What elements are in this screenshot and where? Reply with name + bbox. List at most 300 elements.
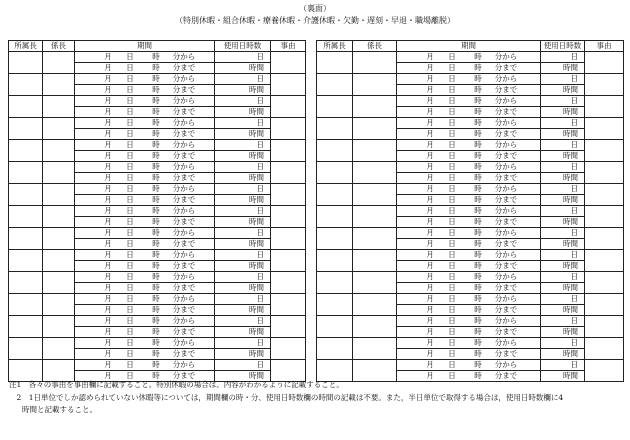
hours-cell[interactable]: 時間 — [215, 371, 271, 382]
hours-cell[interactable]: 時間 — [215, 305, 271, 316]
period-to-cell[interactable] — [75, 283, 215, 294]
entry-row-from — [9, 316, 306, 327]
period-from-cell[interactable] — [75, 206, 215, 217]
chief-seal-cell[interactable] — [353, 272, 397, 294]
reason-cell[interactable] — [271, 228, 306, 250]
minute-label: 分から — [172, 52, 196, 61]
manager-seal-cell[interactable] — [9, 272, 43, 294]
chief-seal-cell[interactable] — [43, 250, 75, 272]
col-header-chief: 係長 — [43, 41, 75, 52]
period-fields — [75, 195, 214, 205]
day-label: 日 — [448, 272, 456, 281]
days-cell[interactable]: 日 — [541, 228, 585, 239]
hour-label: 時 — [152, 228, 160, 237]
period-from-cell[interactable] — [75, 162, 215, 173]
period-from-cell[interactable] — [75, 338, 215, 349]
minute-label: 分まで — [494, 85, 518, 94]
reason-cell[interactable] — [585, 140, 624, 162]
manager-seal-cell[interactable] — [317, 338, 353, 360]
manager-seal-cell[interactable] — [317, 272, 353, 294]
manager-seal-cell[interactable] — [9, 206, 43, 228]
period-to-cell[interactable] — [75, 327, 215, 338]
chief-seal-cell[interactable] — [353, 228, 397, 250]
chief-seal-cell[interactable] — [353, 206, 397, 228]
days-cell[interactable]: 日 — [215, 96, 271, 107]
period-from-cell[interactable] — [75, 316, 215, 327]
day-label: 日 — [126, 294, 134, 303]
hours-cell[interactable]: 時間 — [541, 63, 585, 74]
period-from-cell[interactable] — [75, 250, 215, 261]
period-from-cell[interactable] — [397, 228, 541, 239]
manager-seal-cell[interactable] — [9, 52, 43, 74]
month-label: 月 — [104, 63, 112, 72]
chief-seal-cell[interactable] — [353, 338, 397, 360]
reason-cell[interactable] — [585, 52, 624, 74]
days-cell[interactable]: 日 — [541, 272, 585, 283]
period-to-cell[interactable] — [397, 349, 541, 360]
manager-seal-cell[interactable] — [317, 250, 353, 272]
reason-cell[interactable] — [271, 140, 306, 162]
period-from-cell[interactable] — [397, 294, 541, 305]
day-label: 日 — [448, 52, 456, 61]
period-fields — [397, 338, 540, 348]
days-cell[interactable]: 日 — [215, 360, 271, 371]
minute-label: 分まで — [172, 195, 196, 204]
days-cell[interactable]: 日 — [541, 206, 585, 217]
day-label: 日 — [448, 140, 456, 149]
hour-label: 時 — [152, 85, 160, 94]
period-to-cell[interactable] — [397, 195, 541, 206]
period-from-cell[interactable] — [397, 96, 541, 107]
days-cell[interactable]: 日 — [215, 272, 271, 283]
minute-label: 分まで — [172, 173, 196, 182]
hours-cell[interactable]: 時間 — [541, 283, 585, 294]
chief-seal-cell[interactable] — [43, 316, 75, 338]
days-cell[interactable]: 日 — [215, 52, 271, 63]
hours-cell[interactable]: 時間 — [215, 261, 271, 272]
hours-cell[interactable]: 時間 — [215, 217, 271, 228]
manager-seal-cell[interactable] — [9, 118, 43, 140]
col-header-days: 使用日時数 — [215, 41, 271, 52]
days-cell[interactable]: 日 — [215, 74, 271, 85]
chief-seal-cell[interactable] — [353, 118, 397, 140]
reason-cell[interactable] — [271, 184, 306, 206]
period-from-cell[interactable] — [397, 360, 541, 371]
month-label: 月 — [426, 162, 434, 171]
hours-cell[interactable]: 時間 — [541, 85, 585, 96]
days-cell[interactable]: 日 — [215, 118, 271, 129]
chief-seal-cell[interactable] — [353, 140, 397, 162]
hours-cell[interactable]: 時間 — [215, 283, 271, 294]
month-label: 月 — [104, 206, 112, 215]
entry-row-from — [317, 162, 624, 173]
entry-row-from — [9, 118, 306, 129]
period-fields — [397, 96, 540, 106]
period-to-cell[interactable] — [75, 85, 215, 96]
period-to-cell[interactable] — [75, 129, 215, 140]
days-cell[interactable]: 日 — [215, 228, 271, 239]
hour-label: 時 — [152, 195, 160, 204]
entry-row-from — [9, 96, 306, 107]
month-label: 月 — [426, 118, 434, 127]
days-cell[interactable]: 日 — [541, 338, 585, 349]
day-label: 日 — [448, 151, 456, 160]
chief-seal-cell[interactable] — [353, 316, 397, 338]
month-label: 月 — [104, 184, 112, 193]
days-cell[interactable]: 日 — [215, 206, 271, 217]
month-label: 月 — [426, 74, 434, 83]
reason-cell[interactable] — [271, 338, 306, 360]
minute-label: 分まで — [494, 349, 518, 358]
hours-cell[interactable]: 時間 — [541, 173, 585, 184]
days-cell[interactable]: 日 — [215, 184, 271, 195]
hours-cell[interactable]: 時間 — [215, 63, 271, 74]
hours-cell[interactable]: 時間 — [215, 195, 271, 206]
period-fields — [397, 294, 540, 304]
minute-label: 分から — [172, 316, 196, 325]
manager-seal-cell[interactable] — [9, 294, 43, 316]
chief-seal-cell[interactable] — [353, 184, 397, 206]
days-cell[interactable]: 日 — [541, 316, 585, 327]
period-to-cell[interactable] — [397, 85, 541, 96]
chief-seal-cell[interactable] — [43, 162, 75, 184]
period-from-cell[interactable] — [75, 294, 215, 305]
leave-table-left — [8, 40, 306, 382]
hours-cell[interactable]: 時間 — [541, 195, 585, 206]
month-label: 月 — [104, 239, 112, 248]
period-from-cell[interactable] — [397, 162, 541, 173]
reason-cell[interactable] — [271, 96, 306, 118]
chief-seal-cell[interactable] — [43, 228, 75, 250]
manager-seal-cell[interactable] — [9, 250, 43, 272]
chief-seal-cell[interactable] — [43, 118, 75, 140]
entry-row-from — [317, 206, 624, 217]
hour-label: 時 — [474, 228, 482, 237]
day-label: 日 — [126, 195, 134, 204]
period-from-cell[interactable] — [397, 338, 541, 349]
period-from-cell[interactable] — [75, 184, 215, 195]
entry-row-from — [9, 360, 306, 371]
period-fields — [397, 74, 540, 84]
period-to-cell[interactable] — [75, 63, 215, 74]
period-to-cell[interactable] — [75, 305, 215, 316]
month-label: 月 — [104, 250, 112, 259]
days-cell[interactable]: 日 — [541, 140, 585, 151]
reason-cell[interactable] — [585, 118, 624, 140]
period-from-cell[interactable] — [397, 52, 541, 63]
hour-label: 時 — [474, 118, 482, 127]
hour-label: 時 — [152, 118, 160, 127]
period-from-cell[interactable] — [75, 118, 215, 129]
period-to-cell[interactable] — [75, 173, 215, 184]
period-from-cell[interactable] — [75, 52, 215, 63]
period-from-cell[interactable] — [75, 272, 215, 283]
day-label: 日 — [448, 85, 456, 94]
period-from-cell[interactable] — [397, 140, 541, 151]
hours-cell[interactable]: 時間 — [541, 371, 585, 382]
chief-seal-cell[interactable] — [43, 140, 75, 162]
reason-cell[interactable] — [271, 118, 306, 140]
reason-cell[interactable] — [271, 52, 306, 74]
entry-row-from — [9, 206, 306, 217]
period-fields — [75, 206, 214, 216]
days-cell[interactable]: 日 — [215, 250, 271, 261]
manager-seal-cell[interactable] — [9, 74, 43, 96]
hours-cell[interactable]: 時間 — [541, 261, 585, 272]
hour-label: 時 — [474, 239, 482, 248]
period-from-cell[interactable] — [397, 184, 541, 195]
hour-label: 時 — [474, 272, 482, 281]
reason-cell[interactable] — [271, 250, 306, 272]
reason-cell[interactable] — [271, 294, 306, 316]
chief-seal-cell[interactable] — [43, 184, 75, 206]
day-label: 日 — [448, 129, 456, 138]
reason-cell[interactable] — [585, 338, 624, 360]
period-to-cell[interactable] — [75, 261, 215, 272]
days-cell[interactable]: 日 — [215, 294, 271, 305]
reason-cell[interactable] — [271, 272, 306, 294]
hour-label: 時 — [474, 349, 482, 358]
manager-seal-cell[interactable] — [317, 118, 353, 140]
reason-cell[interactable] — [585, 250, 624, 272]
hours-cell[interactable]: 時間 — [541, 107, 585, 118]
manager-seal-cell[interactable] — [9, 228, 43, 250]
manager-seal-cell[interactable] — [9, 184, 43, 206]
days-cell[interactable]: 日 — [541, 162, 585, 173]
period-to-cell[interactable] — [75, 239, 215, 250]
hours-cell[interactable]: 時間 — [541, 305, 585, 316]
period-to-cell[interactable] — [397, 305, 541, 316]
chief-seal-cell[interactable] — [43, 272, 75, 294]
hours-cell[interactable]: 時間 — [541, 327, 585, 338]
period-fields — [397, 184, 540, 194]
reason-cell[interactable] — [585, 294, 624, 316]
hour-label: 時 — [474, 261, 482, 270]
period-from-cell[interactable] — [75, 360, 215, 371]
manager-seal-cell[interactable] — [9, 140, 43, 162]
entry-row-from — [317, 250, 624, 261]
days-cell[interactable]: 日 — [215, 140, 271, 151]
chief-seal-cell[interactable] — [353, 250, 397, 272]
manager-seal-cell[interactable] — [9, 338, 43, 360]
minute-label: 分から — [494, 140, 518, 149]
period-to-cell[interactable] — [397, 173, 541, 184]
days-cell[interactable]: 日 — [541, 118, 585, 129]
days-cell[interactable]: 日 — [541, 96, 585, 107]
manager-seal-cell[interactable] — [9, 96, 43, 118]
days-cell[interactable]: 日 — [541, 74, 585, 85]
chief-seal-cell[interactable] — [43, 96, 75, 118]
reason-cell[interactable] — [271, 206, 306, 228]
hours-cell[interactable]: 時間 — [215, 349, 271, 360]
reason-cell[interactable] — [271, 162, 306, 184]
minute-label: 分から — [494, 250, 518, 259]
period-to-cell[interactable] — [397, 151, 541, 162]
period-from-cell[interactable] — [397, 250, 541, 261]
days-cell[interactable]: 日 — [541, 52, 585, 63]
days-cell[interactable]: 日 — [541, 294, 585, 305]
days-cell[interactable]: 日 — [541, 184, 585, 195]
hour-label: 時 — [474, 173, 482, 182]
period-to-cell[interactable] — [75, 107, 215, 118]
minute-label: 分まで — [494, 129, 518, 138]
hours-cell[interactable]: 時間 — [541, 217, 585, 228]
period-to-cell[interactable] — [397, 107, 541, 118]
period-fields — [75, 327, 214, 337]
hour-label: 時 — [474, 195, 482, 204]
minute-label: 分まで — [494, 173, 518, 182]
month-label: 月 — [426, 63, 434, 72]
reason-cell[interactable] — [585, 272, 624, 294]
chief-seal-cell[interactable] — [353, 96, 397, 118]
hours-cell[interactable]: 時間 — [541, 349, 585, 360]
day-label: 日 — [126, 283, 134, 292]
manager-seal-cell[interactable] — [9, 162, 43, 184]
day-label: 日 — [448, 250, 456, 259]
chief-seal-cell[interactable] — [353, 74, 397, 96]
period-from-cell[interactable] — [397, 74, 541, 85]
entry-row-from — [317, 118, 624, 129]
manager-seal-cell[interactable] — [317, 228, 353, 250]
days-cell[interactable]: 日 — [541, 360, 585, 371]
manager-seal-cell[interactable] — [317, 162, 353, 184]
period-to-cell[interactable] — [397, 239, 541, 250]
entry-row-from — [317, 228, 624, 239]
period-from-cell[interactable] — [397, 206, 541, 217]
period-from-cell[interactable] — [397, 118, 541, 129]
reason-cell[interactable] — [585, 184, 624, 206]
month-label: 月 — [426, 206, 434, 215]
month-label: 月 — [104, 338, 112, 347]
chief-seal-cell[interactable] — [353, 360, 397, 382]
period-to-cell[interactable] — [75, 195, 215, 206]
hour-label: 時 — [474, 206, 482, 215]
hours-cell[interactable]: 時間 — [541, 151, 585, 162]
reason-cell[interactable] — [585, 228, 624, 250]
hours-cell[interactable]: 時間 — [541, 129, 585, 140]
period-from-cell[interactable] — [397, 272, 541, 283]
hour-label: 時 — [152, 305, 160, 314]
reason-cell[interactable] — [271, 74, 306, 96]
minute-label: 分まで — [172, 151, 196, 160]
period-fields — [397, 85, 540, 95]
period-from-cell[interactable] — [75, 228, 215, 239]
chief-seal-cell[interactable] — [43, 294, 75, 316]
entry-row-from — [9, 272, 306, 283]
hours-cell[interactable]: 時間 — [215, 107, 271, 118]
hour-label: 時 — [474, 85, 482, 94]
day-label: 日 — [448, 107, 456, 116]
hours-cell[interactable]: 時間 — [215, 239, 271, 250]
period-fields — [397, 272, 540, 282]
chief-seal-cell[interactable] — [43, 338, 75, 360]
manager-seal-cell[interactable] — [317, 140, 353, 162]
minute-label: 分から — [172, 206, 196, 215]
chief-seal-cell[interactable] — [353, 294, 397, 316]
manager-seal-cell[interactable] — [317, 316, 353, 338]
chief-seal-cell[interactable] — [43, 74, 75, 96]
period-fields — [75, 360, 214, 370]
header-row — [9, 41, 306, 52]
reason-cell[interactable] — [585, 316, 624, 338]
chief-seal-cell[interactable] — [43, 206, 75, 228]
hours-cell[interactable]: 時間 — [215, 129, 271, 140]
days-cell[interactable]: 日 — [541, 250, 585, 261]
reason-cell[interactable] — [271, 316, 306, 338]
reason-cell[interactable] — [585, 74, 624, 96]
period-to-cell[interactable] — [397, 261, 541, 272]
period-to-cell[interactable] — [397, 283, 541, 294]
chief-seal-cell[interactable] — [353, 52, 397, 74]
manager-seal-cell[interactable] — [317, 184, 353, 206]
minute-label: 分まで — [494, 371, 518, 380]
hours-cell[interactable]: 時間 — [215, 327, 271, 338]
hours-cell[interactable]: 時間 — [215, 173, 271, 184]
day-label: 日 — [448, 305, 456, 314]
hours-cell[interactable]: 時間 — [215, 85, 271, 96]
month-label: 月 — [104, 360, 112, 369]
minute-label: 分から — [494, 52, 518, 61]
minute-label: 分から — [172, 184, 196, 193]
period-to-cell[interactable] — [397, 63, 541, 74]
days-cell[interactable]: 日 — [215, 162, 271, 173]
days-cell[interactable]: 日 — [215, 316, 271, 327]
reason-cell[interactable] — [585, 360, 624, 382]
col-header-period: 期間 — [75, 41, 215, 52]
manager-seal-cell[interactable] — [317, 206, 353, 228]
period-to-cell[interactable] — [75, 151, 215, 162]
hour-label: 時 — [474, 184, 482, 193]
days-cell[interactable]: 日 — [215, 338, 271, 349]
period-to-cell[interactable] — [397, 129, 541, 140]
period-to-cell[interactable] — [75, 349, 215, 360]
period-fields — [75, 63, 214, 73]
hours-cell[interactable]: 時間 — [541, 239, 585, 250]
manager-seal-cell[interactable] — [9, 316, 43, 338]
period-from-cell[interactable] — [397, 316, 541, 327]
period-to-cell[interactable] — [397, 327, 541, 338]
hours-cell[interactable]: 時間 — [215, 151, 271, 162]
minute-label: 分まで — [172, 261, 196, 270]
reason-cell[interactable] — [585, 96, 624, 118]
period-from-cell[interactable] — [75, 74, 215, 85]
chief-seal-cell[interactable] — [353, 162, 397, 184]
period-to-cell[interactable] — [75, 217, 215, 228]
manager-seal-cell[interactable] — [317, 74, 353, 96]
period-to-cell[interactable] — [397, 371, 541, 382]
manager-seal-cell[interactable] — [317, 52, 353, 74]
day-label: 日 — [448, 283, 456, 292]
day-label: 日 — [126, 250, 134, 259]
period-from-cell[interactable] — [75, 140, 215, 151]
hour-label: 時 — [474, 338, 482, 347]
period-from-cell[interactable] — [75, 96, 215, 107]
chief-seal-cell[interactable] — [43, 52, 75, 74]
period-fields — [397, 140, 540, 150]
month-label: 月 — [104, 96, 112, 105]
manager-seal-cell[interactable] — [317, 294, 353, 316]
hour-label: 時 — [152, 261, 160, 270]
period-to-cell[interactable] — [397, 217, 541, 228]
period-fields — [75, 283, 214, 293]
minute-label: 分まで — [494, 151, 518, 160]
reason-cell[interactable] — [585, 206, 624, 228]
manager-seal-cell[interactable] — [317, 96, 353, 118]
month-label: 月 — [104, 305, 112, 314]
col-header-period: 期間 — [397, 41, 541, 52]
month-label: 月 — [104, 107, 112, 116]
reason-cell[interactable] — [585, 162, 624, 184]
